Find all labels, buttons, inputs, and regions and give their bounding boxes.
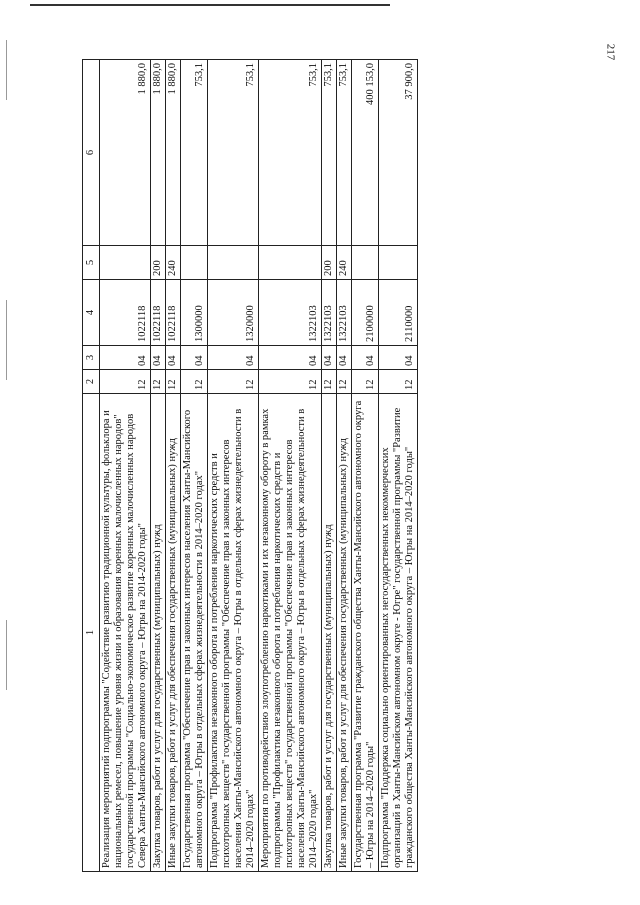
table-row <box>208 60 259 872</box>
row-subsection-cell: 04 <box>166 346 181 370</box>
row-amount-cell: 1 880,0 <box>166 60 181 246</box>
row-amount-cell: 753,1 <box>322 60 337 246</box>
row-subsection-cell: 04 <box>259 346 322 370</box>
row-section-cell: 12 <box>208 370 259 394</box>
row-section-cell: 12 <box>352 370 379 394</box>
row-section-cell: 12 <box>181 370 208 394</box>
table-row <box>259 60 322 872</box>
table-row <box>151 60 166 872</box>
row-target-article-cell: 1322103 <box>259 280 322 346</box>
row-expense-type-cell: 240 <box>166 246 181 280</box>
row-section-cell: 12 <box>337 370 352 394</box>
row-amount-cell: 753,1 <box>337 60 352 246</box>
top-rule <box>30 4 390 6</box>
scan-edge-mark <box>6 40 7 100</box>
table-row <box>100 60 151 872</box>
header-cell-expense-type: 5 <box>83 246 100 280</box>
row-expense-type-cell: 240 <box>337 246 352 280</box>
row-name-cell: Мероприятия по противодействию злоупотреблению наркотиками и их незаконному обороту в рамках подпрограммы "Профилактика незаконного оборота и потребления наркотических средств и психотропных веществ" государственной программы "Обеспечение прав и законных интересов населения Ханты-Мансийского автономного округа – Югры в отдельных сферах жизнедеятельности в 2014–2020 годах" <box>259 394 322 872</box>
row-amount-cell: 37 900,0 <box>379 60 418 246</box>
row-expense-type-cell <box>352 246 379 280</box>
row-amount-cell: 1 880,0 <box>151 60 166 246</box>
budget-table <box>82 59 418 872</box>
row-target-article-cell: 1322103 <box>337 280 352 346</box>
row-name-cell: Иные закупки товаров, работ и услуг для обеспечения государственных (муниципальных) нужд <box>166 394 181 872</box>
row-subsection-cell: 04 <box>322 346 337 370</box>
row-section-cell: 12 <box>379 370 418 394</box>
rotated-page-content <box>82 60 584 872</box>
table-row <box>379 60 418 872</box>
row-expense-type-cell <box>259 246 322 280</box>
row-subsection-cell: 04 <box>208 346 259 370</box>
table-row <box>166 60 181 872</box>
row-expense-type-cell <box>208 246 259 280</box>
row-name-cell: Иные закупки товаров, работ и услуг для обеспечения государственных (муниципальных) нужд <box>337 394 352 872</box>
row-section-cell: 12 <box>166 370 181 394</box>
row-subsection-cell: 04 <box>151 346 166 370</box>
header-cell-amount: 6 <box>83 60 100 246</box>
row-name-cell: Государственная программа "Развитие гражданского общества Ханты-Мансийского автономного округа – Югры на 2014–2020 годы" <box>352 394 379 872</box>
row-target-article-cell: 1022118 <box>100 280 151 346</box>
row-amount-cell: 1 880,0 <box>100 60 151 246</box>
row-section-cell: 12 <box>322 370 337 394</box>
header-cell-target-article: 4 <box>83 280 100 346</box>
header-cell-section: 2 <box>83 370 100 394</box>
row-name-cell: Реализация мероприятий подпрограммы "Содействие развитию традиционной культуры, фольклора и национальных ремесел, повышение уровня жизни и образования коренных малочисленных народов" государственной программы "Социально-экономическое развитие коренных малочисленных народов Севера Ханты-Мансийского автономного округа – Югры на 2014-2020 годы" <box>100 394 151 872</box>
row-subsection-cell: 04 <box>337 346 352 370</box>
row-name-cell: Государственная программа "Обеспечение прав и законных интересов населения Ханты-Мансийского автономного округа – Югры в отдельных сферах жизнедеятельности в 2014–2020 годах" <box>181 394 208 872</box>
row-name-cell: Закупка товаров, работ и услуг для государственных (муниципальных) нужд <box>322 394 337 872</box>
header-row <box>83 60 100 872</box>
header-cell-name: 1 <box>83 394 100 872</box>
table-row <box>352 60 379 872</box>
row-target-article-cell: 2100000 <box>352 280 379 346</box>
row-target-article-cell: 1322103 <box>322 280 337 346</box>
row-subsection-cell: 04 <box>379 346 418 370</box>
row-section-cell: 12 <box>151 370 166 394</box>
scan-edge-mark <box>6 300 7 380</box>
table-row <box>322 60 337 872</box>
row-expense-type-cell <box>100 246 151 280</box>
row-expense-type-cell <box>379 246 418 280</box>
row-amount-cell: 400 153,0 <box>352 60 379 246</box>
row-expense-type-cell <box>181 246 208 280</box>
row-amount-cell: 753,1 <box>208 60 259 246</box>
header-cell-subsection: 3 <box>83 346 100 370</box>
row-expense-type-cell: 200 <box>322 246 337 280</box>
row-name-cell: Подпрограмма "Поддержка социально ориентированных негосударственных некоммерческих организаций в Ханты-Мансийском автономном округе - Югре" государственной программы "Развитие гражданского общества Ханты-Мансийского автономного округа – Югры на 2014–2020 годы" <box>379 394 418 872</box>
row-target-article-cell: 1022118 <box>166 280 181 346</box>
table-row <box>181 60 208 872</box>
row-section-cell: 12 <box>100 370 151 394</box>
table-row <box>337 60 352 872</box>
row-amount-cell: 753,1 <box>181 60 208 246</box>
row-expense-type-cell: 200 <box>151 246 166 280</box>
scan-edge-mark <box>6 620 7 690</box>
row-target-article-cell: 1300000 <box>181 280 208 346</box>
row-subsection-cell: 04 <box>352 346 379 370</box>
row-target-article-cell: 1320000 <box>208 280 259 346</box>
row-target-article-cell: 1022118 <box>151 280 166 346</box>
row-target-article-cell: 2110000 <box>379 280 418 346</box>
row-amount-cell: 753,1 <box>259 60 322 246</box>
row-subsection-cell: 04 <box>100 346 151 370</box>
row-name-cell: Подпрограмма "Профилактика незаконного оборота и потребления наркотических средств и психотропных веществ" государственной программы "Обеспечение прав и законных интересов населения Ханты-Мансийского автономного округа – Югры в отдельных сферах жизнедеятельности в 2014–2020 годах" <box>208 394 259 872</box>
row-subsection-cell: 04 <box>181 346 208 370</box>
row-section-cell: 12 <box>259 370 322 394</box>
page-number: 217 <box>603 43 616 61</box>
rotated-table-area <box>82 60 584 872</box>
row-name-cell: Закупка товаров, работ и услуг для государственных (муниципальных) нужд <box>151 394 166 872</box>
